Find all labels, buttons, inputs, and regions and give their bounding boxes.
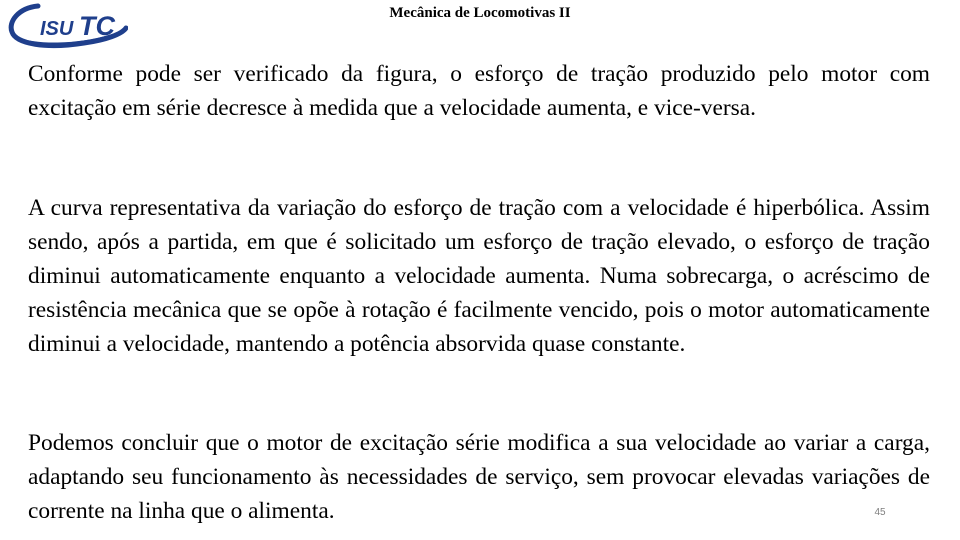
paragraph-1: Conforme pode ser verificado da figura, o esforço de tração produzido pelo motor com excitação em série decresce à medida que a velocidade aumenta, e vice-versa. — [28, 61, 930, 121]
paragraph-3: Podemos concluir que o motor de excitação série modifica a sua velocidade ao variar a carga, adaptando seu funcionamento às necessidades de serviço, sem provocar elevadas variações de corrente na linha que o alimenta. — [28, 430, 930, 524]
page-title: Mecânica de Locomotivas II — [389, 5, 571, 21]
logo-text-isu: ISU — [40, 18, 74, 40]
logo-text-tc: TC — [79, 11, 115, 41]
paragraph-2: A curva representativa da variação do esforço de tração com a velocidade é hiperbólica. Assim sendo, após a partida, em que é solicitado um esforço de tração elevado, o esforço de tração diminui automaticamente enquanto a velocidade aumenta. Numa sobrecarga, o acréscimo de resistência mecânica que se opõe à rotação é facilmente vencido, pois o motor automaticamente diminui a velocidade, mantendo a potência absorvida quase constante. — [28, 195, 930, 357]
page-number: 45 — [874, 507, 886, 518]
